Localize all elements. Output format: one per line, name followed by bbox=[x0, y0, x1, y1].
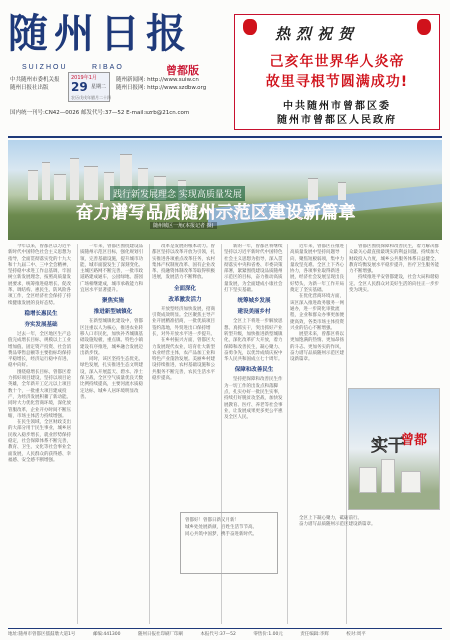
building-shape bbox=[381, 459, 395, 493]
publisher-line: 中共随州市委机关报 bbox=[10, 77, 60, 83]
article-paragraph: 曾都区围绕保障和改善民生，着力解决群众最关心最直接最现实的利益问题。持续加大财政投入力度，城乡公共服务体系日益健全，教育均衡发展水平稳步提升，医疗卫生服务能力不断增强。 bbox=[349, 244, 439, 275]
article-paragraph: 改革是发展的根本动力。曾都区坚持以改革开放为引领，扎实推进各项重点改革任务，农村集体产权制度改革、国有企业改革、投融资体制改革等取得积极进展，发展活力不断释放。 bbox=[152, 244, 215, 281]
date-box bbox=[68, 72, 110, 102]
logo-romanization-left: SUIZHOU bbox=[22, 64, 68, 71]
publisher-info bbox=[10, 76, 60, 92]
article-paragraph: 开放型经济加快发展，招商引资成效明显。全区聚焦主导产业开展精准招商，一批优质项目签约落地，外贸进出口保持增长，对外开放水平进一步提升。 bbox=[152, 306, 215, 337]
column-divider bbox=[346, 244, 347, 624]
article-column bbox=[152, 244, 218, 506]
date-month: 2019年1月 bbox=[71, 75, 97, 81]
article-paragraph: 一年来，曾都区围绕建设品质随州示范区目标，强化规划引领，完善基础设施，提升城市功能，城市面貌发生了深刻变化。主城区路网不断完善，一批市政道路建成通车，公园绿地、游园广场相继建成，城市承载能力和宜居水平显著提升。 bbox=[80, 244, 143, 294]
footer-item: 责任编辑:李辉 bbox=[300, 632, 329, 637]
article-paragraph: 在乡村振兴方面，曾都区大力发展现代农业，培育壮大新型农业经营主体，农产品加工业和特色产业蓬勃发展。美丽乡村建设持续推进，农村基础设施和公共服务不断完善，农民生活水平稳步提高。 bbox=[152, 338, 215, 382]
masthead bbox=[8, 6, 230, 134]
publisher-line: 随州日报社出版 bbox=[10, 85, 49, 91]
congratulation-ad bbox=[234, 14, 440, 130]
article-column bbox=[8, 244, 74, 624]
article-paragraph: 过去一年，全区地区生产总值完成增长目标，规模以上工业增加值、固定资产投资、社会消费品零售总额等主要指标均保持平稳增长，经济运行稳中有进、稳中向好。 bbox=[8, 331, 71, 369]
article-column bbox=[349, 244, 441, 384]
website-link[interactable]: 随州新闻网: http://www.suiw.cn bbox=[116, 77, 199, 83]
article-column bbox=[80, 244, 146, 624]
ad-sponsor: 随州市曾都区人民政府 bbox=[277, 115, 397, 126]
footer-item: 地址:随州市曾都区擂鼓墩大道1号 bbox=[8, 632, 76, 637]
subheading: 推进新型城镇化 bbox=[93, 309, 133, 316]
article-paragraph: 持续推进平安曾都建设，社会大局和谐稳定。全区人民群众对美好生活的向往正一步步变为现实。 bbox=[349, 275, 439, 294]
subheading: 统筹城乡发展 bbox=[237, 298, 271, 305]
footer-item: 随州日报社印刷厂印刷 bbox=[137, 632, 183, 637]
footer-item: 零售价:1.00元 bbox=[253, 632, 283, 637]
issue-number-line: 国内统一刊号:CN42—0026 邮发代号:37—52 E-mail:szrb@21cn.com bbox=[10, 110, 190, 116]
article-paragraph: 在优化营商环境方面，该区深入推进政务服务一网通办，进一步简化审批流程，企业和群众办事更加便捷高效，各类市场主体投资兴业的信心不断增强。 bbox=[290, 294, 344, 331]
lantern-icon bbox=[417, 19, 431, 35]
website-link[interactable]: 随州日报网: http://www.szdbw.org bbox=[116, 85, 207, 91]
building-shape bbox=[308, 178, 318, 200]
poem-box bbox=[180, 512, 278, 574]
ad-sponsor: 中共随州市曾都区委 bbox=[283, 101, 391, 112]
inset-title: 实干 bbox=[371, 436, 405, 456]
ad-headline-line: 故里寻根节圆满成功! bbox=[265, 74, 409, 90]
article-paragraph: 在民生领域，全区财政支出的大部分用于民生事业，城乡居民收入稳步增长，就业形势保持稳定，社会保障体系不断完善，教育、卫生、文化等社会事业全面发展，人民群众的获得感、幸福感、安全感不断增强。 bbox=[8, 420, 71, 463]
article-paragraph: 在新型城镇化建设中，曾都区注重以人为核心，推进农业转移人口市民化，加快补齐城镇基础设施短板，重点镇、特色小镇建设有序推进，城乡融合发展迈出新步伐。 bbox=[80, 319, 143, 356]
date-lunar: 农历戊戌年腊月二十四 bbox=[71, 95, 111, 100]
building-shape bbox=[359, 467, 377, 493]
article-paragraph: 同时，该区坚持生态优先、绿色发展，扎实推进生态文明建设，深入开展蓝天、碧水、净土保卫战，全区空气质量优良天数比例持续提高，主要河流水质稳定达标，城乡人居环境明显改善。 bbox=[80, 357, 143, 400]
ad-brush-title: 热烈祝贺 bbox=[275, 25, 360, 43]
building-shape bbox=[42, 162, 50, 200]
lead-headline[interactable]: 奋力谱写品质随州示范区建设新篇章 bbox=[76, 203, 356, 223]
photo-caption: 随州城区一角(本报记者 摄) bbox=[150, 222, 217, 229]
footer-item: 本报代号:37—52 bbox=[200, 632, 236, 637]
poem-line: 同心共筑中国梦，携手奋进新时代。 bbox=[185, 532, 257, 537]
masthead-divider bbox=[8, 136, 442, 138]
date-weekday: 星期二 bbox=[91, 84, 107, 90]
inset-photo bbox=[348, 388, 440, 510]
lead-kicker: 践行新发展理念 实现高质量发展 bbox=[110, 186, 245, 201]
article-paragraph: 展望未来，曾都区将以更加饱满的热情、更加昂扬的斗志、更加务实的作风，奋力谱写品质随州示范区建设新篇章。 bbox=[290, 332, 344, 363]
building-shape bbox=[84, 166, 98, 200]
subheading: 保障和改善民生 bbox=[234, 367, 274, 374]
poem-line: 奋力谱写品质随州示范区建设新篇章。 bbox=[299, 522, 376, 528]
subheading: 改革激发活力 bbox=[168, 296, 202, 303]
subheading: 夯实发展基础 bbox=[24, 321, 58, 328]
subheading: 全面深化 bbox=[173, 285, 196, 292]
article-paragraph: 近年来，曾都区在推进高质量发展中坚持问题导向，聚焦短板弱项，集中力量攻坚克难。全区上下齐心协力，各项事业取得新进展，经济社会发展呈现出良好势头，为新一年工作开局奠定了坚实基础。 bbox=[290, 244, 344, 294]
building-shape bbox=[401, 471, 421, 493]
article-paragraph: 今年以来，曾都区以习近平新时代中国特色社会主义思想为指导，全面贯彻落实党的十九大和十九届二中、三中全会精神，坚持稳中求进工作总基调，牢固树立新发展理念，按照高质量发展要求，统筹推进稳增长、促改革、调结构、惠民生、防风险各项工作，全区经济社会保持了持续健康发展的良好态势。 bbox=[8, 244, 71, 306]
footer-item: 校对:周平 bbox=[346, 632, 366, 637]
footer-item: 邮编:441300 bbox=[92, 632, 121, 637]
logo-romanization-right: RIBAO bbox=[92, 64, 124, 71]
article-paragraph: 全区上下将进一步解放思想、真抓实干，突出抓好产业转型升级，加快推进新型城镇化，深化改革扩大开放，着力保障和改善民生，凝心聚力、奋勇争先，以优异成绩庆祝中华人民共和国成立七十周年。 bbox=[224, 319, 283, 363]
building-shape bbox=[54, 174, 66, 200]
subheading: 聚焦实施 bbox=[101, 298, 124, 305]
column-divider bbox=[149, 244, 150, 624]
poem-line: 曾都好！曾都日新又月新！ bbox=[185, 518, 239, 523]
subheading: 稳增长惠民生 bbox=[24, 310, 58, 317]
date-day: 29 bbox=[71, 80, 88, 94]
article-column bbox=[290, 244, 344, 624]
article-paragraph: 围绕稳增长目标，曾都区着力抓好项目建设，坚持以项目论英雄，全年新开工亿元以上项目数十个，一批重大项目建成投产，为经济发展积蓄了新动能。同时大力优化营商环境，深化放管服改革，企业开办时间不断压缩，市场主体活力持续增强。 bbox=[8, 369, 71, 419]
edition-label: 曾都版 bbox=[166, 65, 199, 77]
article-paragraph: 坚持把保障和改善民生作为一切工作的出发点和落脚点，扎实办好一批民生实事，持续打好脱贫攻坚战，加快发展教育、医疗、养老等社会事业，让发展成果更多更公平惠及全区人民。 bbox=[224, 377, 283, 421]
poem-line: 城乡处处展新颜，百姓生活节节高。 bbox=[185, 525, 257, 530]
article-paragraph: 新的一年，曾都区将继续坚持以习近平新时代中国特色社会主义思想为指导，深入贯彻落实中央和省委、市委决策部署，紧紧围绕建设品质随州示范区的目标，奋力推动高质量发展，为全面建成小康社会打下坚实基础。 bbox=[224, 244, 283, 294]
column-divider bbox=[77, 244, 78, 624]
ad-headline-line: 己亥年世界华人炎帝 bbox=[269, 54, 405, 70]
newspaper-logo: 随州日报 bbox=[8, 10, 192, 57]
website-info bbox=[116, 76, 206, 92]
column-divider bbox=[287, 244, 288, 624]
building-shape bbox=[28, 170, 38, 200]
inset-title-accent: 曾都 bbox=[401, 433, 428, 448]
article-column bbox=[224, 244, 284, 506]
poem-line: 全区上下凝心聚力，砥砺前行。 bbox=[299, 516, 362, 521]
poem-block bbox=[290, 516, 440, 529]
lantern-icon bbox=[243, 19, 257, 35]
building-shape bbox=[70, 158, 79, 200]
page-footer bbox=[8, 628, 442, 637]
subheading: 建设美丽乡村 bbox=[237, 309, 271, 316]
